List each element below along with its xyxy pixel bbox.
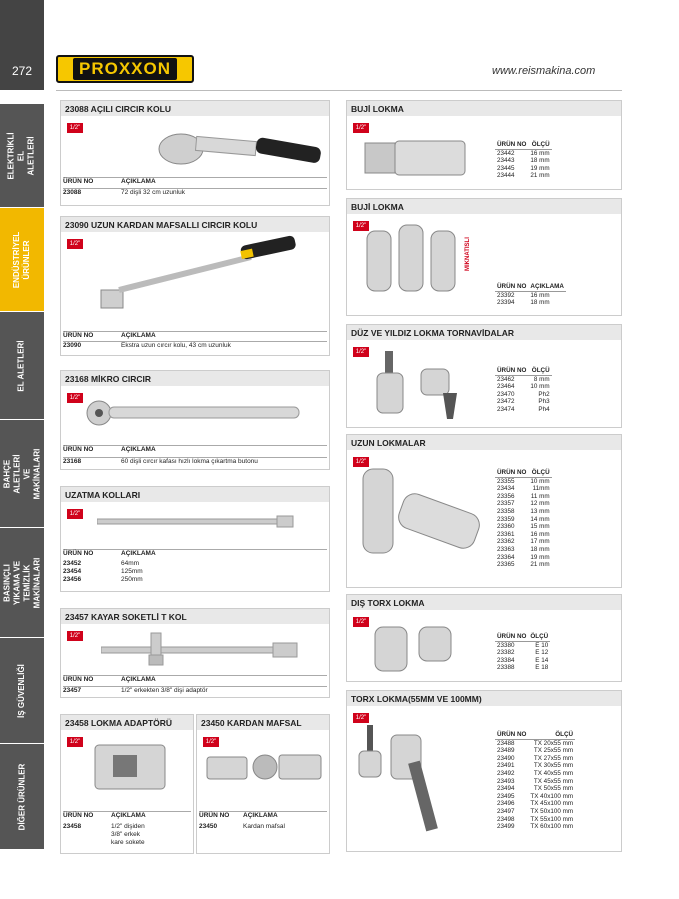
sidebar-label: BASINÇLI YIKAMA VE TEMİZLİK MAKİNALARI	[2, 557, 41, 608]
torx-socket-image	[371, 617, 481, 679]
cell-no: 23464	[497, 383, 515, 391]
cell-no: 23442	[497, 149, 515, 157]
col-urun-no: ÜRÜN NO	[63, 446, 94, 453]
col-aciklama: AÇIKLAMA	[121, 676, 156, 683]
cell-desc: 125mm	[121, 568, 143, 575]
table-row	[199, 823, 327, 831]
col-aciklama: AÇIKLAMA	[111, 812, 146, 819]
table-row	[495, 398, 552, 406]
cell-no: 23454	[63, 568, 82, 575]
table-row	[495, 165, 552, 173]
ratchet-image	[151, 121, 321, 171]
table-row	[63, 823, 191, 847]
cell-no: 23445	[497, 164, 515, 172]
universal-joint-image	[205, 745, 325, 789]
col-urun-no: ÜRÜN NO	[63, 812, 94, 819]
col-urun-no: ÜRÜN NO	[63, 676, 94, 683]
col-urun-no: ÜRÜN NO	[497, 633, 527, 640]
cell-size: 18 mm	[530, 299, 550, 307]
cell-size: 21 mm	[530, 172, 550, 180]
size-tag: 1/2"	[353, 123, 369, 133]
cell-no: 23457	[63, 687, 82, 694]
table-header-row	[63, 445, 327, 455]
col-urun-no: ÜRÜN NO	[497, 283, 527, 290]
brand-text: PROXXON	[73, 58, 177, 80]
cell-no: 23443	[497, 157, 515, 165]
cell-no: 23168	[63, 458, 82, 465]
micro-ratchet-image	[85, 393, 305, 433]
table-row	[495, 172, 552, 180]
col-aciklama: AÇIKLAMA	[121, 332, 156, 339]
cell-size: 15 mm	[530, 523, 550, 531]
cell-no: 23359	[497, 515, 515, 523]
cell-no: 23458	[63, 823, 82, 830]
cell-no: 23496	[497, 800, 515, 808]
col-urun-no: ÜRÜN NO	[63, 178, 94, 185]
cell-desc: 250mm	[121, 576, 143, 583]
card-title: DIŞ TORX LOKMA	[347, 595, 621, 610]
product-card-torx-bit-sockets	[346, 690, 622, 852]
cell-size: TX 45x100 mm	[530, 800, 574, 808]
product-card-magnetic-spark-plug	[346, 198, 622, 316]
card-title: BUJİ LOKMA	[347, 101, 621, 116]
cell-size: Ph3	[538, 398, 550, 406]
card-title: TORX LOKMA(55MM VE 100MM)	[347, 691, 621, 706]
cell-size: 16 mm	[530, 291, 550, 299]
table-row	[495, 500, 552, 508]
torx-bit-image	[357, 721, 483, 841]
cell-size: 13 mm	[530, 507, 550, 515]
cell-desc: 64mm	[121, 560, 140, 567]
table-row	[495, 523, 552, 531]
product-card-screwdriver-sockets	[346, 324, 622, 428]
table-row	[495, 561, 552, 569]
cell-no: 23363	[497, 545, 515, 553]
card-title: BUJİ LOKMA	[347, 199, 621, 214]
cell-desc: 1/2" dişiden	[111, 823, 145, 830]
size-table	[495, 469, 552, 569]
table-row	[495, 808, 575, 816]
cell-size: 16 mm	[530, 530, 550, 538]
cell-no: 23394	[497, 299, 515, 307]
product-card-23090	[60, 216, 330, 356]
cell-no: 23492	[497, 769, 515, 777]
cell-no: 23491	[497, 762, 515, 770]
cell-no: 23355	[497, 477, 515, 485]
size-tag: 1/2"	[353, 221, 369, 231]
sidebar-item-garden[interactable]	[0, 420, 44, 528]
cell-size: 18 mm	[530, 157, 550, 165]
col-aciklama: AÇIKLAMA	[121, 178, 156, 185]
cell-no: 23388	[497, 664, 515, 672]
col-aciklama: AÇIKLAMA	[243, 812, 278, 819]
cell-size: TX 25x55 mm	[533, 747, 574, 755]
cell-size: TX 30x55 mm	[533, 762, 574, 770]
table-header-row	[63, 549, 327, 559]
table-row	[495, 485, 552, 493]
size-tag: 1/2"	[353, 617, 369, 627]
sidebar-item-other[interactable]	[0, 744, 44, 850]
cell-no: 23499	[497, 823, 515, 831]
col-urun-no: ÜRÜN NO	[497, 731, 527, 738]
table-row	[495, 531, 552, 539]
table-row	[63, 568, 327, 576]
product-card-external-torx	[346, 594, 622, 682]
table-row	[495, 816, 575, 824]
product-card-23088	[60, 100, 330, 206]
page-number: 272	[0, 0, 44, 90]
cell-no: 23362	[497, 538, 515, 546]
size-tag: 1/2"	[67, 123, 83, 133]
screwdriver-socket-image	[373, 349, 483, 423]
table-row	[495, 785, 575, 793]
cell-size: 19 mm	[530, 164, 550, 172]
sidebar-item-industrial[interactable]	[0, 208, 44, 312]
size-table	[495, 633, 550, 672]
cell-no: 23470	[497, 390, 515, 398]
size-tag: 1/2"	[203, 737, 219, 747]
table-row	[495, 516, 552, 524]
cell-desc: Ekstra uzun cırcır kolu, 43 cm uzunluk	[121, 342, 231, 349]
table-row	[495, 823, 575, 831]
cell-size: TX 20x55 mm	[533, 739, 574, 747]
card-title: 23458 LOKMA ADAPTÖRÜ	[61, 715, 193, 730]
col-aciklama: AÇIKLAMA	[121, 446, 156, 453]
size-tag: 1/2"	[67, 509, 83, 519]
cell-no: 23472	[497, 398, 515, 406]
cell-no: 23434	[497, 485, 515, 493]
cell-size: 21 mm	[530, 561, 550, 569]
table-row	[63, 576, 327, 584]
ratchet-image	[91, 235, 301, 315]
cell-size: TX 45x55 mm	[533, 777, 574, 785]
product-card-23457	[60, 608, 330, 698]
sidebar-label: İŞ GÜVENLİĞİ	[17, 663, 27, 718]
product-card-23458	[60, 714, 194, 854]
table-row	[63, 341, 327, 351]
col-urun-no: ÜRÜN NO	[497, 367, 527, 374]
cell-size: TX 55x100 mm	[530, 815, 574, 823]
table-row	[495, 739, 575, 747]
card-title: 23090 UZUN KARDAN MAFSALLI CIRCIR KOLU	[61, 217, 329, 232]
cell-no: 23495	[497, 792, 515, 800]
table-row	[495, 554, 552, 562]
col-olcu: ÖLÇÜ	[528, 469, 551, 477]
table-row	[63, 188, 327, 198]
cell-no: 23493	[497, 777, 515, 785]
table-row	[495, 299, 566, 307]
cell-desc: kare sokete	[111, 839, 145, 846]
table-row	[495, 375, 552, 383]
product-card-spark-plug	[346, 100, 622, 190]
table-header-row	[63, 177, 327, 187]
cell-desc: Kardan mafsal	[243, 823, 285, 830]
card-title: UZUN LOKMALAR	[347, 435, 621, 450]
cell-size: TX 27x55 mm	[533, 754, 574, 762]
cell-size: 19 mm	[530, 553, 550, 561]
col-urun-no: ÜRÜN NO	[497, 141, 527, 148]
cell-no: 23382	[497, 649, 515, 657]
sidebar-item-hand-tools[interactable]	[0, 312, 44, 420]
cell-no: 23490	[497, 754, 515, 762]
cell-size: E 14	[535, 656, 549, 664]
size-table	[495, 141, 552, 180]
cell-size: 11mm	[532, 485, 550, 493]
cell-no: 23364	[497, 553, 515, 561]
table-row	[495, 755, 575, 763]
table-row	[63, 686, 327, 696]
cell-size: 14 mm	[530, 515, 550, 523]
table-row	[495, 793, 575, 801]
cell-size: 10 mm	[530, 383, 550, 391]
product-card-long-sockets	[346, 434, 622, 588]
t-handle-image	[101, 629, 301, 669]
table-row	[495, 291, 566, 299]
table-header-row	[63, 675, 327, 685]
table-header-row	[199, 811, 327, 821]
table-row	[495, 762, 575, 770]
table-row	[495, 778, 575, 786]
col-olcu: ÖLÇÜ	[528, 731, 575, 739]
col-aciklama: AÇIKLAMA	[530, 283, 564, 290]
cell-no: 23444	[497, 172, 515, 180]
cell-size: 8 mm	[533, 375, 550, 383]
table-row	[495, 657, 550, 665]
cell-no: 23380	[497, 641, 515, 649]
sidebar-label: DİĞER ÜRÜNLER	[17, 763, 27, 830]
table-row	[63, 560, 327, 568]
cell-no: 23497	[497, 807, 515, 815]
card-title: 23088 AÇILI CIRCIR KOLU	[61, 101, 329, 116]
sidebar-label: ENDÜSTRİYEL ÜRÜNLER	[12, 231, 31, 288]
cell-no: 23462	[497, 375, 515, 383]
table-row	[63, 457, 327, 467]
cell-no: 23474	[497, 405, 515, 413]
cell-size: 16 mm	[530, 149, 550, 157]
card-title: UZATMA KOLLARI	[61, 487, 329, 502]
cell-no: 23357	[497, 500, 515, 508]
table-row	[495, 391, 552, 399]
card-title: 23457 KAYAR SOKETLİ T KOL	[61, 609, 329, 624]
cell-size: 17 mm	[530, 538, 550, 546]
size-table	[495, 367, 552, 414]
sidebar-label: EL ALETLERİ	[17, 339, 26, 392]
cell-size: TX 40x55 mm	[533, 769, 574, 777]
cell-no: 23456	[63, 576, 82, 583]
cell-size: 12 mm	[530, 500, 550, 508]
cell-no: 23384	[497, 656, 515, 664]
sidebar-item-pressure-wash[interactable]	[0, 528, 44, 638]
cell-no: 23361	[497, 530, 515, 538]
brand-logo	[56, 55, 194, 83]
size-table	[495, 283, 566, 307]
sidebar-item-electric[interactable]	[0, 104, 44, 208]
cell-size: E 18	[535, 664, 549, 672]
col-urun-no: ÜRÜN NO	[63, 550, 94, 557]
cell-desc: 1/2" erkekten 3/8" dişi adaptör	[121, 687, 208, 694]
cell-no: 23090	[63, 342, 82, 349]
cell-no: 23488	[497, 739, 515, 747]
magnetic-label: MIKNATISLI	[465, 237, 471, 271]
table-row	[495, 149, 552, 157]
table-row	[495, 641, 550, 649]
cell-size: TX 50x55 mm	[533, 785, 574, 793]
table-row	[495, 406, 552, 414]
cell-no: 23356	[497, 492, 515, 500]
long-socket-image	[359, 463, 485, 563]
cell-no: 23365	[497, 561, 515, 569]
spark-plug-set-image	[363, 221, 463, 305]
size-tag: 1/2"	[353, 347, 369, 357]
product-card-23450	[196, 714, 330, 854]
product-card-extensions	[60, 486, 330, 592]
cell-no: 23358	[497, 507, 515, 515]
table-row	[495, 477, 552, 485]
col-urun-no: ÜRÜN NO	[497, 469, 527, 476]
cell-size: E 12	[535, 649, 549, 657]
table-row	[495, 649, 550, 657]
website-link[interactable]: www.reismakina.com	[492, 65, 596, 77]
size-tag: 1/2"	[353, 457, 369, 467]
cell-desc: 60 dişli cırcır kafası hızlı lokma çıkartma butonu	[121, 458, 258, 465]
sidebar-label: ELEKTRİKLİ EL ALETLERİ	[7, 131, 37, 180]
spark-plug-socket-image	[361, 137, 471, 181]
sidebar-label: BAHÇE ALETLERİ VE MAKİNALARI	[2, 448, 41, 499]
cell-no: 23450	[199, 823, 218, 830]
cell-size: E 10	[535, 641, 549, 649]
cell-size: 18 mm	[530, 545, 550, 553]
col-aciklama: AÇIKLAMA	[121, 550, 156, 557]
size-tag: 1/2"	[67, 239, 83, 249]
table-row	[495, 508, 552, 516]
table-row	[495, 546, 552, 554]
cell-desc: 72 dişli 32 cm uzunluk	[121, 189, 185, 196]
col-olcu: ÖLÇÜ	[528, 367, 551, 375]
cell-desc: 3/8" erkek	[111, 831, 141, 838]
cell-size: TX 40x100 mm	[530, 792, 574, 800]
cell-no: 23498	[497, 815, 515, 823]
cell-size: Ph4	[538, 405, 550, 413]
size-tag: 1/2"	[67, 737, 83, 747]
table-row	[495, 538, 552, 546]
size-tag: 1/2"	[67, 393, 83, 403]
cell-no: 23360	[497, 523, 515, 531]
table-row	[495, 157, 552, 165]
cell-no: 23392	[497, 291, 515, 299]
table-header-row	[63, 811, 191, 821]
card-title: 23450 KARDAN MAFSAL	[197, 715, 329, 730]
cell-size: Ph2	[538, 390, 550, 398]
col-olcu: ÖLÇÜ	[530, 633, 549, 640]
card-title: DÜZ VE YILDIZ LOKMA TORNAVİDALAR	[347, 325, 621, 340]
size-tag: 1/2"	[353, 713, 369, 723]
cell-no: 23494	[497, 785, 515, 793]
size-tag: 1/2"	[67, 631, 83, 641]
table-row	[495, 800, 575, 808]
table-row	[495, 747, 575, 755]
table-row	[495, 770, 575, 778]
card-title: 23168 MİKRO CIRCIR	[61, 371, 329, 386]
col-urun-no: ÜRÜN NO	[63, 332, 94, 339]
col-urun-no: ÜRÜN NO	[199, 812, 230, 819]
table-row	[495, 383, 552, 391]
table-header-row	[63, 331, 327, 341]
table-row	[495, 493, 552, 501]
table-body	[63, 560, 327, 584]
cell-size: TX 50x100 mm	[530, 807, 574, 815]
extension-bar-image	[97, 515, 297, 529]
col-olcu: ÖLÇÜ	[528, 141, 551, 149]
cell-size: 11 mm	[530, 492, 550, 500]
size-table	[495, 731, 575, 831]
cell-no: 23489	[497, 747, 515, 755]
product-card-23168	[60, 370, 330, 470]
cell-size: TX 60x100 mm	[530, 823, 574, 831]
cell-size: 10 mm	[530, 477, 550, 485]
header-divider	[56, 90, 622, 91]
cell-no: 23088	[63, 189, 82, 196]
sidebar-item-safety[interactable]	[0, 638, 44, 744]
table-row	[495, 664, 550, 672]
cell-no: 23452	[63, 560, 82, 567]
adapter-image	[91, 739, 171, 795]
